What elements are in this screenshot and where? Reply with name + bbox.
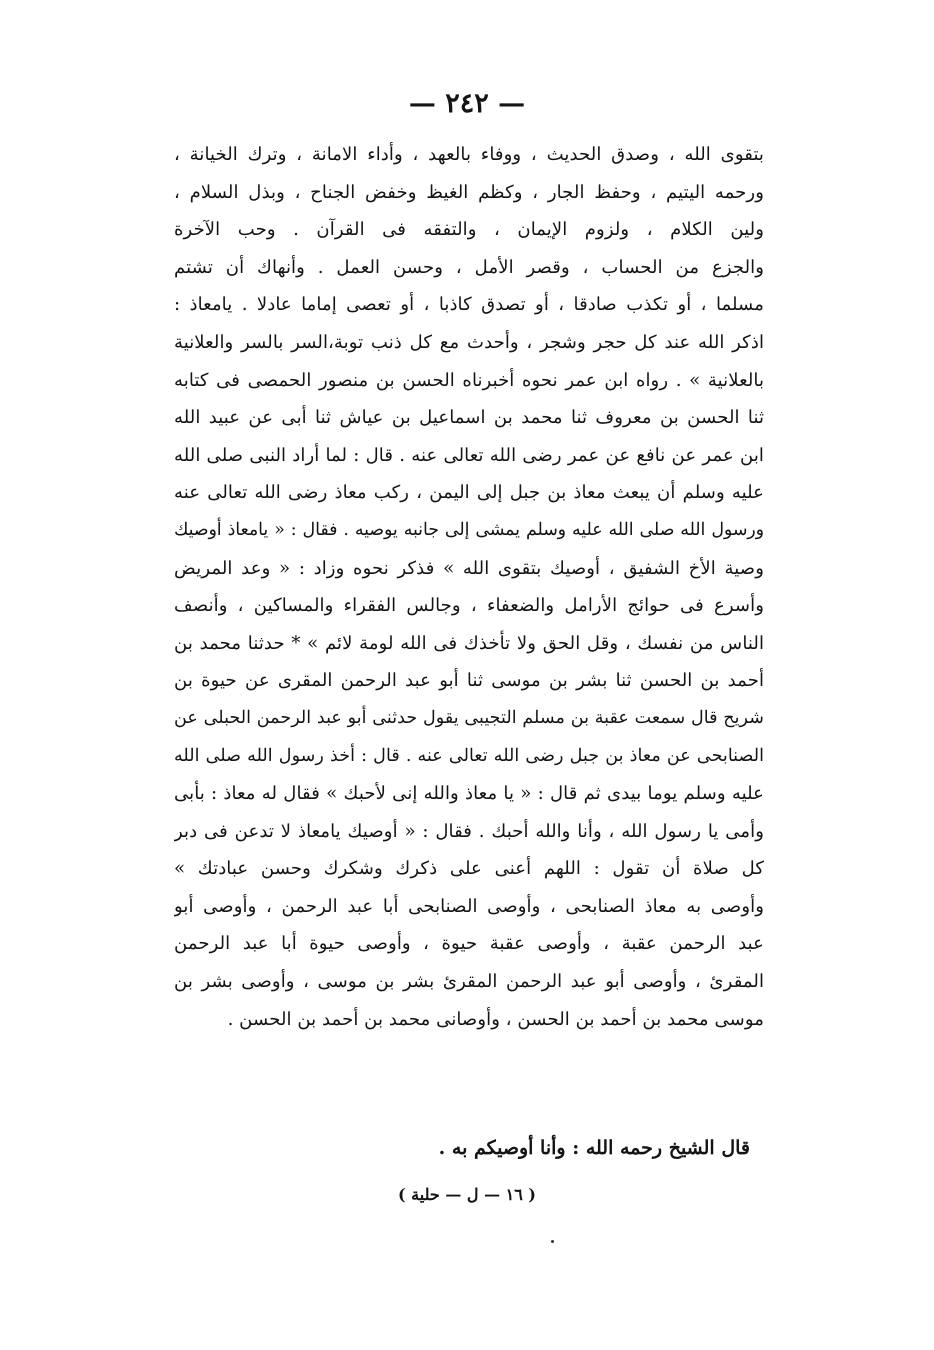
text-line: اذكر الله عند كل حجر وشجر ، وأحدث مع كل ذنب توبة،السر بالسر والعلانية — [174, 331, 764, 353]
text-line: عليه وسلم يوما بيدى ثم قال : « يا معاذ والله إنى لأحبك » فقال له معاذ : بأبى — [174, 783, 764, 805]
text-line: عليه وسلم أن يبعث معاذ بن جبل إلى اليمن ، ركب معاذ رضى الله تعالى عنه — [174, 482, 764, 504]
text-line: بتقوى الله ، وصدق الحديث ، ووفاء بالعهد ، وأداء الامانة ، وترك الخيانة ، — [174, 144, 764, 165]
body-text — [174, 136, 764, 1038]
text-line: المقرئ ، وأوصى أبو عبد الرحمن المقرئ بشر بن موسى ، وأوصى بشر بن — [174, 971, 764, 993]
text-line: ورحمه اليتيم ، وحفظ الجار ، وكظم الغيظ وخفض الجناح ، وبذل السلام ، — [174, 181, 764, 203]
text-line: وصية الأخ الشفيق ، أوصيك بتقوى الله » فذكر نحوه وزاد : « وعد المريض — [174, 557, 764, 579]
text-line: أحمد بن الحسن ثنا بشر بن موسى ثنا أبو عبد الرحمن المقرى عن حيوة بن — [174, 670, 764, 692]
text-line: شريح قال سمعت عقبة بن مسلم التجيبى يقول حدثنى أبو عبد الرحمن الحبلى عن — [174, 707, 764, 728]
text-line: كل صلاة أن تقول : اللهم أعنى على ذكرك وشكرك وحسن عبادتك » — [174, 858, 764, 880]
text-line: ابن عمر عن نافع عن عمر رضى الله تعالى عنه . قال : لما أراد النبى صلى الله — [174, 444, 764, 466]
print-speck — [551, 1240, 554, 1243]
text-line: الصنابحى عن معاذ بن جبل رضى الله تعالى عنه . قال : أخذ رسول الله صلى الله — [174, 745, 764, 766]
text-line: والجزع من الحساب ، وقصر الأمل ، وحسن العمل . وأنهاك أن تشتم — [174, 256, 764, 278]
text-line: وأسرع فى حوائج الأرامل والضعفاء ، وجالس الفقراء والمساكين ، وأنصف — [174, 595, 764, 617]
text-line: ورسول الله صلى الله عليه وسلم يمشى إلى جانبه يوصيه . فقال : « يامعاذ أوصيك — [174, 519, 764, 540]
text-line: وأوصى به معاذ الصنابحى ، وأوصى الصنابحى أبا عبد الرحمن ، وأوصى أبو — [174, 895, 764, 917]
text-line: الناس من نفسك ، وقل الحق ولا تأخذك فى الله لومة لائم » * حدثنا محمد بن — [174, 632, 764, 654]
text-line: مسلما ، أو تكذب صادقا ، أو تصدق كاذبا ، أو تعصى إماما عادلا . يامعاذ : — [174, 294, 764, 316]
text-line: عبد الرحمن عقبة ، وأوصى عقبة حيوة ، وأوصى حيوة أبا عبد الرحمن — [174, 933, 764, 955]
text-line: ولين الكلام ، ولزوم الإيمان ، والتفقه فى القرآن . وحب الآخرة — [174, 219, 764, 241]
signature-mark: ( ١٦ — ل — حلية ) — [398, 1185, 536, 1204]
page-number: — ٢٤٢ — — [408, 88, 526, 119]
text-line: بالعلانية » . رواه ابن عمر نحوه أخبرناه الحسن بن منصور الحمصى فى كتابه — [174, 369, 764, 391]
text-line: وأمى يا رسول الله ، وأنا والله أحبك . فقال : « أوصيك يامعاذ لا تدعن فى دبر — [174, 820, 764, 842]
text-line: ثنا الحسن بن معروف ثنا محمد بن اسماعيل بن عياش ثنا أبى عن عبيد الله — [174, 407, 764, 429]
closing-statement: قال الشيخ رحمه الله : وأنا أوصيكم به . — [438, 1137, 750, 1159]
text-line: موسى محمد بن أحمد بن الحسن ، وأوصانى محمد بن أحمد بن الحسن . — [227, 1008, 764, 1030]
